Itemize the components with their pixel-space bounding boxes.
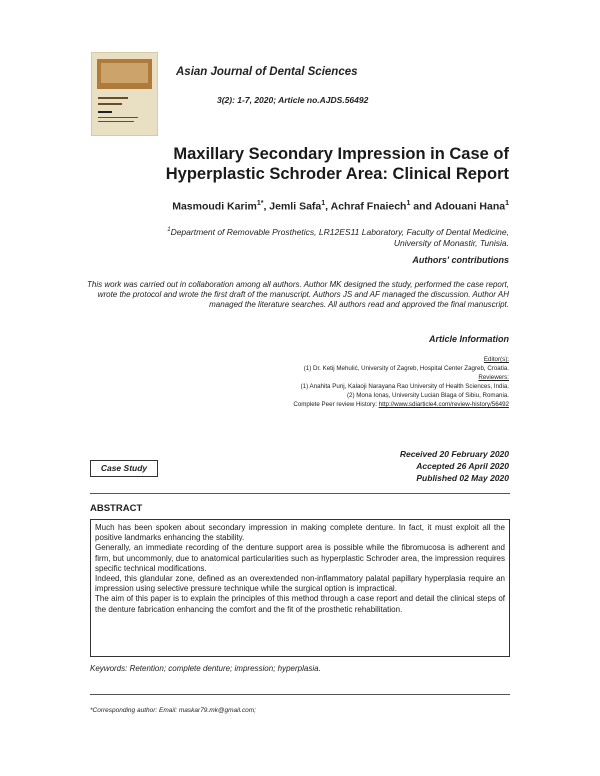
- editor-entry: (1) Dr. Ketij Mehulić, University of Zagreb, Hospital Center Zagreb, Croatia.: [303, 365, 509, 372]
- editor-label: Editor(s):: [483, 356, 509, 363]
- author-name: Jemli Safa: [269, 200, 322, 213]
- publication-dates: [400, 448, 509, 484]
- contributions-heading: Authors' contributions: [412, 255, 509, 265]
- footnote-divider: [90, 694, 510, 695]
- journal-cover-image: [91, 52, 158, 136]
- article-info-heading: Article Information: [428, 334, 509, 344]
- editors-reviewers: [149, 355, 509, 409]
- published-date: Published 02 May 2020: [416, 473, 509, 483]
- reviewers-label: Reviewers:: [478, 374, 509, 381]
- abstract-heading: ABSTRACT: [90, 503, 143, 514]
- affiliation-line-2: University of Monastir, Tunisia.: [393, 237, 509, 248]
- abstract-paragraph: Indeed, this glandular zone, defined as an overextended non-inflammatory palatal papillary hyperplasia require an impression using selective pressure technique while the surgical option is impractical.: [95, 574, 505, 594]
- author-sup: 1: [321, 200, 326, 207]
- corresponding-author: *Corresponding author: Email: maskar79.mk@gmail.com;: [90, 707, 256, 714]
- author-sup: 1: [505, 200, 509, 207]
- article-type-badge: Case Study: [90, 460, 158, 477]
- journal-name: Asian Journal of Dental Sciences: [176, 66, 358, 78]
- title-line-2: Hyperplastic Schroder Area: Clinical Report: [165, 165, 509, 183]
- author-name: Achraf Fnaiech: [330, 200, 407, 213]
- peer-review-history: [149, 400, 509, 409]
- received-date: Received 20 February 2020: [399, 449, 509, 459]
- history-link[interactable]: http://www.sdiarticle4.com/review-history/56492: [378, 401, 509, 408]
- author-name: Adouani Hana: [434, 200, 506, 213]
- abstract-paragraph: The aim of this paper is to explain the principles of this method through a case report and detail the clinical steps of the denture fabrication enhancing the comfort and the fit of the prosthetic rehabilitation.: [95, 594, 505, 614]
- divider: [90, 493, 510, 494]
- title-line-1: Maxillary Secondary Impression in Case of: [173, 145, 509, 163]
- cover-text-line: [98, 117, 138, 118]
- reviewer-entry: (2) Mona Ionaș, University Lucian Blaga of Sibiu, Romania.: [347, 392, 509, 399]
- contributions-text: This work was carried out in collaboration among all authors. Author MK designed the study, performed the case report, wrote the protocol and wrote the first draft of the manuscript. Authors JS and AF managed the discussion. Author AH managed the literature searches. All authors read and approved the final manuscript.: [87, 280, 509, 310]
- cover-text-line: [98, 121, 134, 122]
- author-list: Masmoudi Karim$^{1*}$, Jemli Safa$^1$, Achraf Fnaiech$^1$ and Adouani Hana$^1$: [172, 200, 509, 213]
- author-name: Masmoudi Karim: [172, 200, 257, 213]
- abstract-box: [90, 519, 510, 657]
- reviewer-entry: (1) Anahita Punj, Kalaoji Narayana Rao University of Health Sciences, India.: [300, 383, 509, 390]
- cover-text-line: [98, 111, 112, 113]
- affiliation-sup: 1: [167, 227, 171, 233]
- cover-banner: [97, 59, 152, 89]
- cover-text-line: [98, 97, 128, 99]
- abstract-paragraph: Generally, an immediate recording of the denture support area is possible while the fibromucosa is adherent and firm, but uncommonly, due to anatomical particularities such as hyperplastic Schroder area, the impression requires specific technical modifications.: [95, 543, 505, 573]
- citation: 3(2): 1-7, 2020; Article no.AJDS.56492: [217, 95, 369, 105]
- author-sup: 1: [406, 200, 411, 207]
- history-label: Complete Peer review History:: [293, 401, 377, 408]
- article-title: [89, 144, 509, 184]
- abstract-paragraph: Much has been spoken about secondary impression in making complete denture. In fact, it must exploit all the positive landmarks enhancing the stability.: [95, 523, 505, 543]
- affiliation: [89, 225, 509, 249]
- author-sup: 1*: [256, 200, 264, 207]
- affiliation-line-1: Department of Removable Prosthetics, LR12ES11 Laboratory, Faculty of Dental Medicine,: [170, 226, 509, 237]
- accepted-date: Accepted 26 April 2020: [416, 461, 509, 471]
- cover-text-line: [98, 103, 122, 105]
- keywords: Keywords: Retention; complete denture; impression; hyperplasia.: [90, 664, 321, 673]
